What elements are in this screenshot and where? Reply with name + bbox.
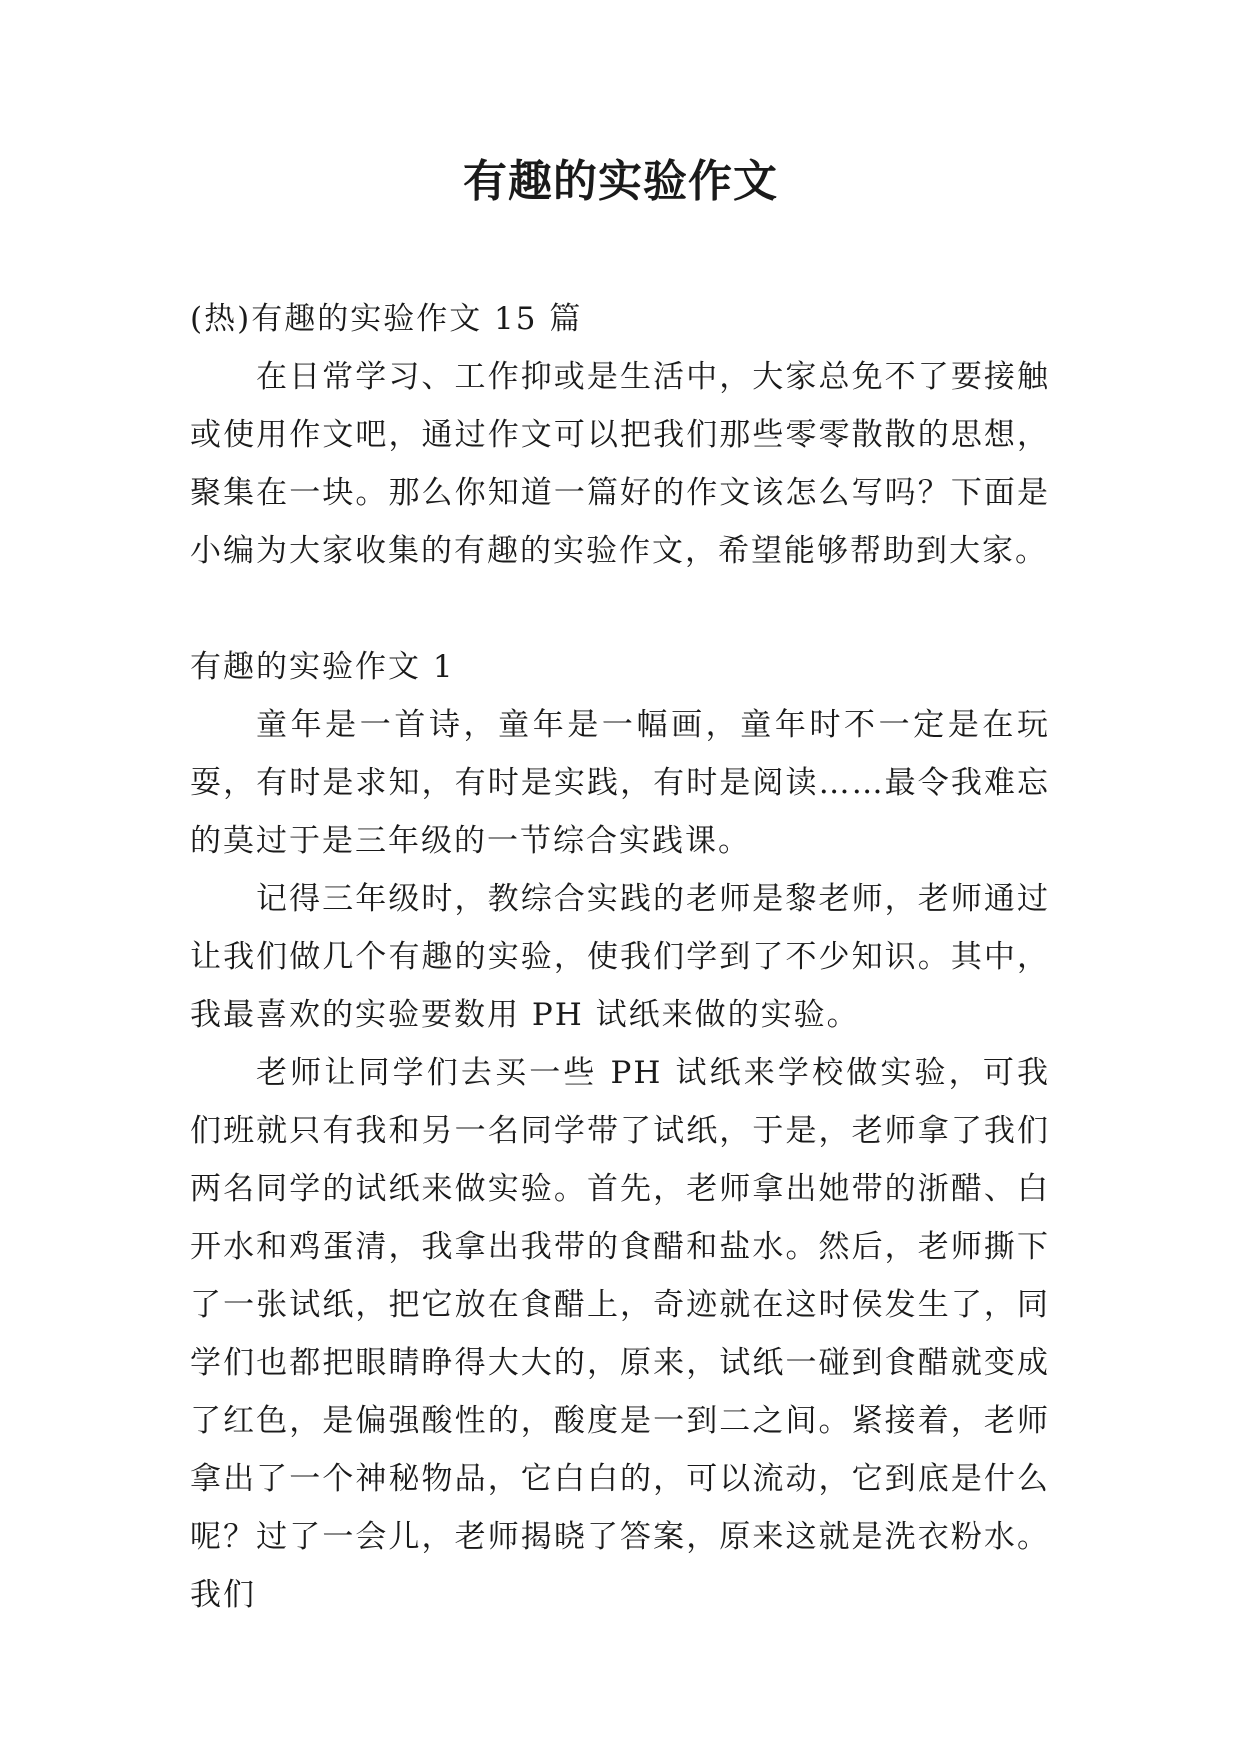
body-paragraph: 记得三年级时，教综合实践的老师是黎老师，老师通过让我们做几个有趣的实验，使我们学到了不少知识。其中，我最喜欢的实验要数用 PH 试纸来做的实验。 [190, 881, 1050, 1033]
body-paragraph: 童年是一首诗，童年是一幅画，童年时不一定是在玩耍，有时是求知，有时是实践，有时是阅读……最令我难忘的莫过于是三年级的一节综合实践课。 [190, 707, 1050, 859]
paragraph-gap [190, 580, 1050, 638]
document-subtitle: (热)有趣的实验作文 15 篇 [190, 301, 583, 337]
body-paragraph: 老师让同学们去买一些 PH 试纸来学校做实验，可我们班就只有我和另一名同学带了试纸，于是，老师拿了我们两名同学的试纸来做实验。首先，老师拿出她带的浙醋、白开水和鸡蛋清，我拿出我带的食醋和盐水。然后，老师撕下了一张试纸，把它放在食醋上，奇迹就在这时侯发生了，同学们也都把眼睛睁得大大的，原来，试纸一碰到食醋就变成了红色，是偏强酸性的，酸度是一到二之间。紧接着，老师拿出了一个神秘物品，它白白的，可以流动，它到底是什么呢？过了一会儿，老师揭晓了答案，原来这就是洗衣粉水。我们 [190, 1055, 1050, 1613]
document-body [190, 290, 1050, 1624]
intro-paragraph: 在日常学习、工作抑或是生活中，大家总免不了要接触或使用作文吧，通过作文可以把我们那些零零散散的思想，聚集在一块。那么你知道一篇好的作文该怎么写吗？下面是小编为大家收集的有趣的实验作文，希望能够帮助到大家。 [190, 359, 1050, 569]
document-title: 有趣的实验作文 [463, 156, 778, 207]
section-heading: 有趣的实验作文 1 [190, 649, 455, 685]
